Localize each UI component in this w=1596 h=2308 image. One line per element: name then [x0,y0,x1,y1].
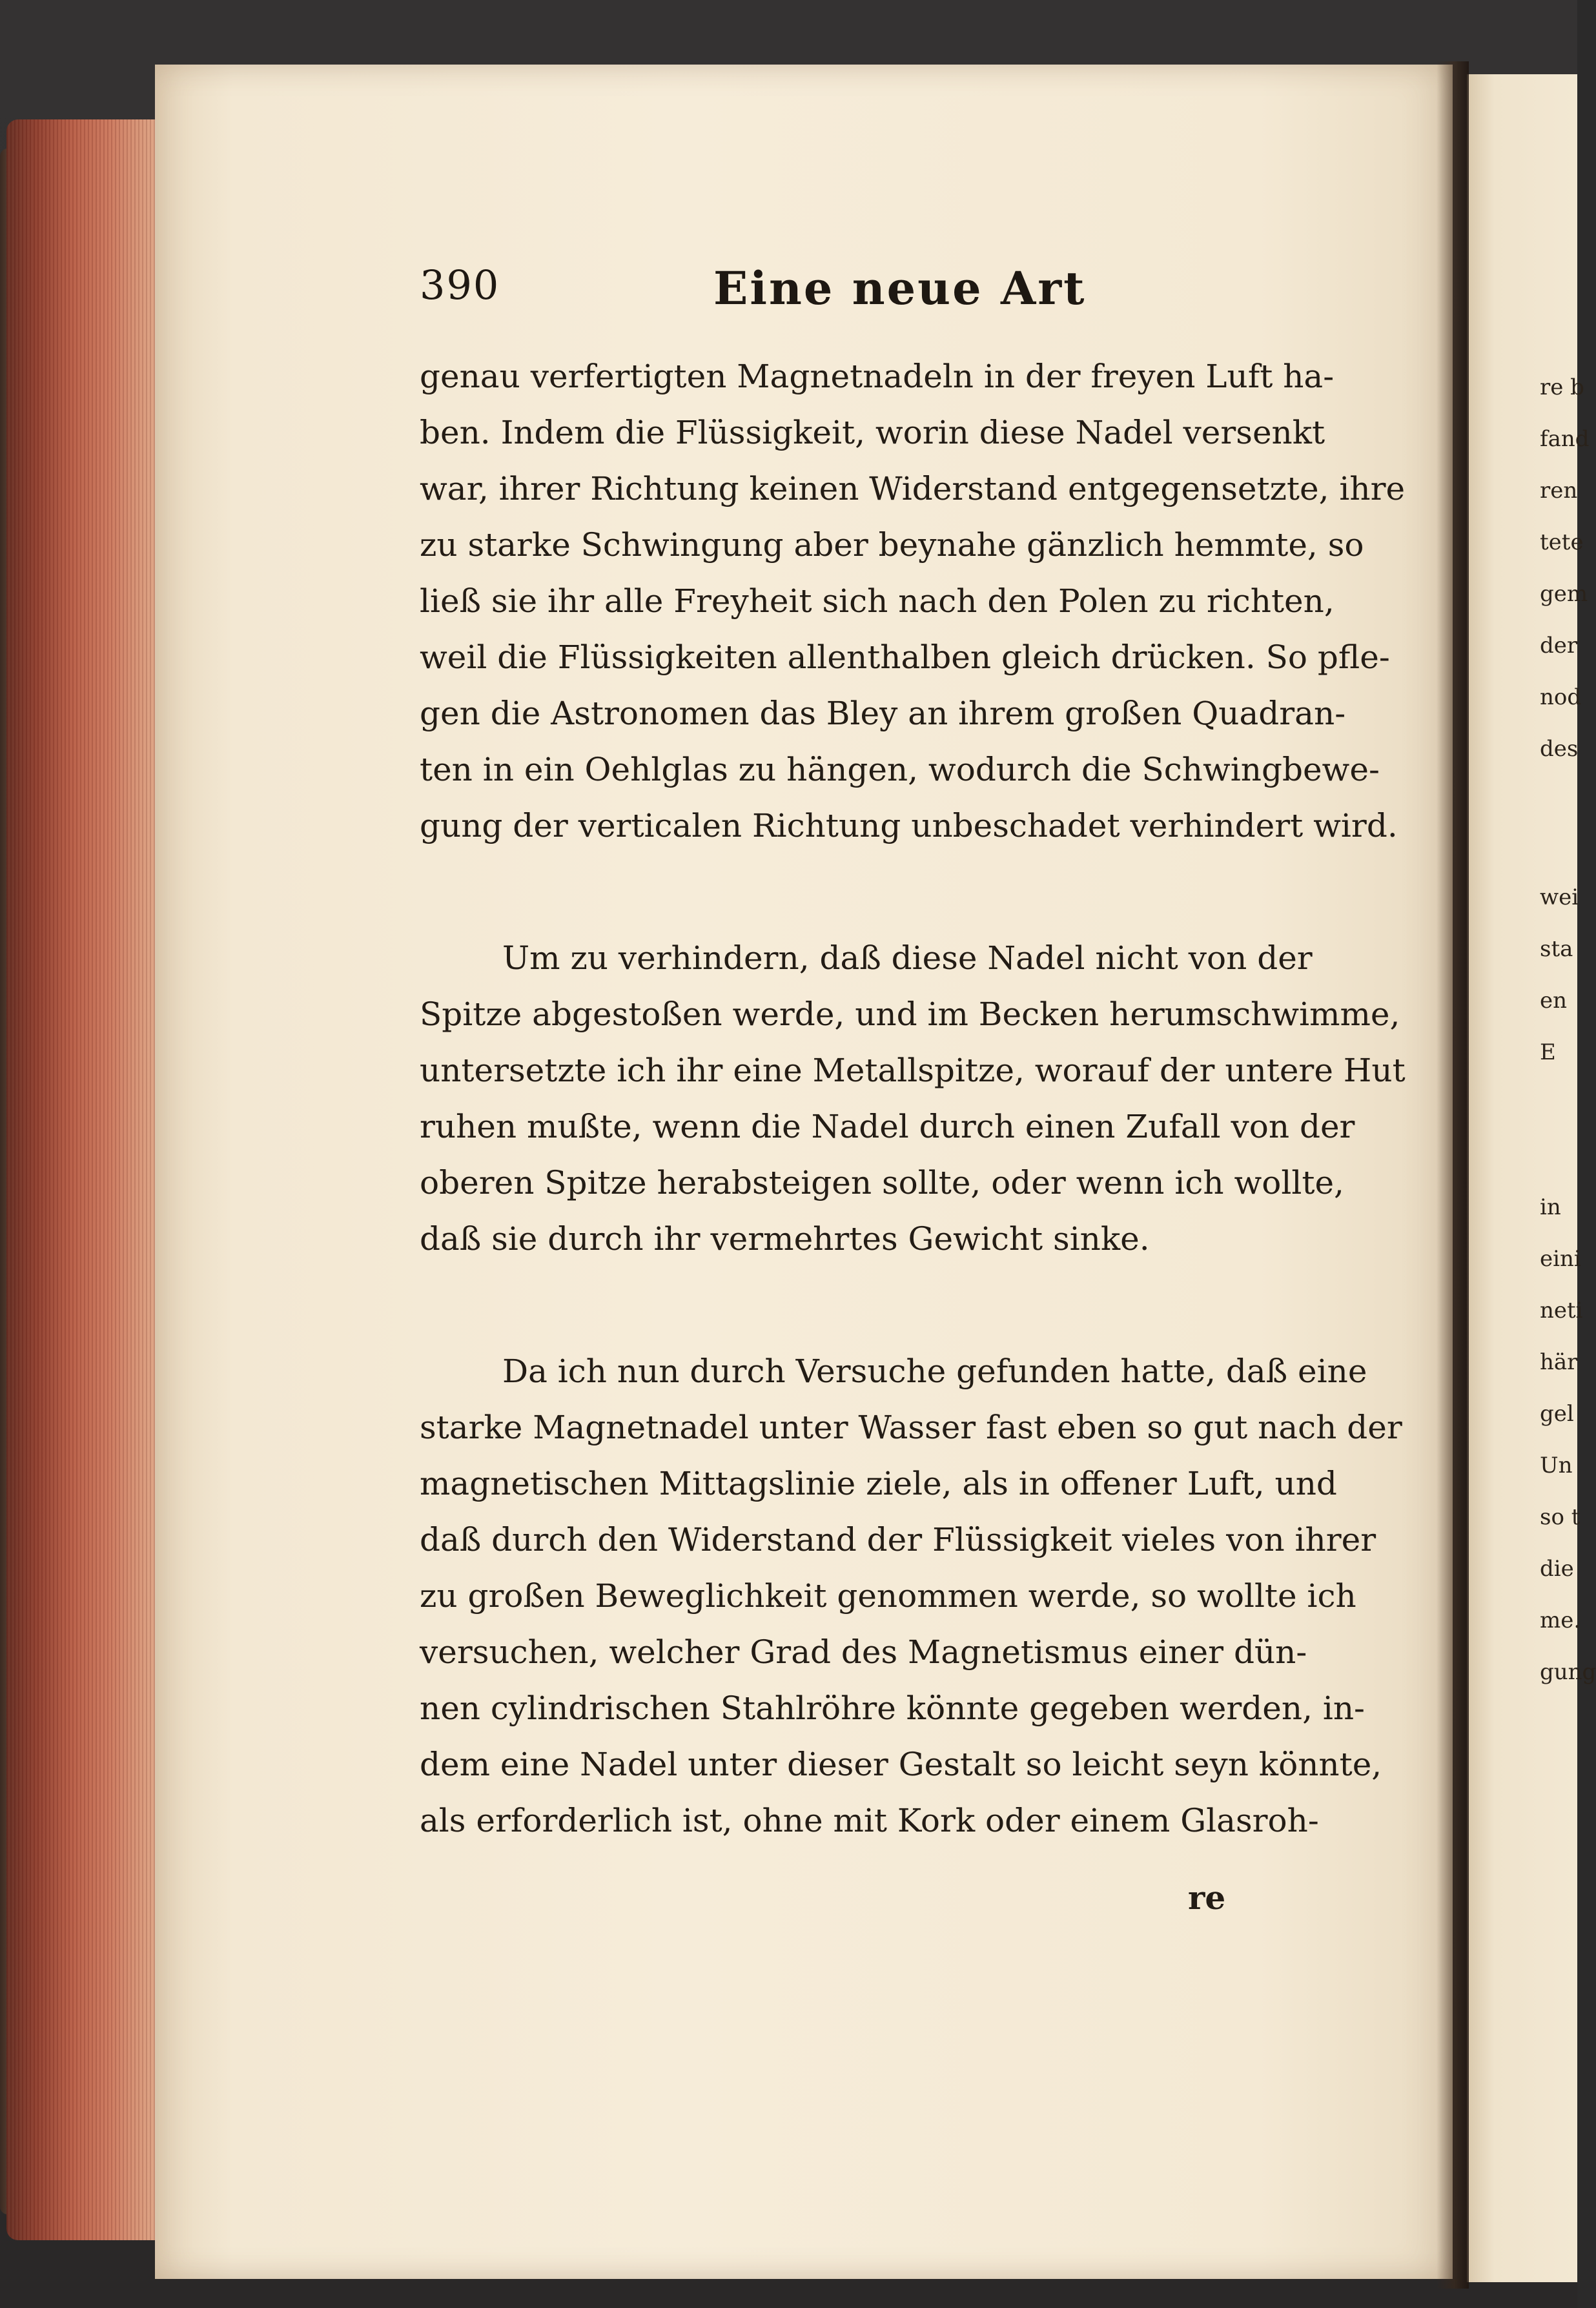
book-gutter [1437,61,1469,2289]
facing-page-text [1540,362,1596,1698]
text-line: dem eine Nadel unter dieser Gestalt so leicht seyn könnte, [420,1746,1382,1783]
facing-fragment: en [1540,988,1568,1014]
facing-fragment: in [1540,1194,1561,1220]
text-line: magnetischen Mittagslinie ziele, als in offener Luft, und [420,1465,1337,1502]
facing-fragment: der [1540,633,1578,659]
text-line: daß durch den Widerstand der Flüssigkeit vieles von ihrer [420,1521,1376,1558]
text-line: gung der verticalen Richtung unbeschadet verhindert wird. [420,807,1398,844]
text-line: ließ sie ihr alle Freyheit sich nach den Polen zu richten, [420,582,1335,620]
text-line: als erforderlich ist, ohne mit Kork oder einem Glasroh- [420,1802,1319,1839]
text-line: Um zu verhindern, daß diese Nadel nicht von der [502,939,1313,977]
page-number: 390 [420,261,500,309]
facing-fragment: eini [1540,1246,1581,1272]
text-line: ben. Indem die Flüssigkeit, worin diese Nadel versenkt [420,414,1325,451]
running-title: Eine neue Art [713,261,1087,315]
page-edges [6,119,155,2240]
facing-fragment: gem [1540,581,1588,607]
text-line: genau verfertigten Magnetnadeln in der freyen Luft ha- [420,358,1335,395]
text-line: daß sie durch ihr vermehrtes Gewicht sinke. [420,1220,1150,1258]
text-line: ruhen mußte, wenn die Nadel durch einen Zufall von der [420,1108,1355,1145]
text-line: versuchen, welcher Grad des Magnetismus einer dün- [420,1633,1307,1671]
facing-fragment: Un [1540,1453,1573,1478]
text-line: gen die Astronomen das Bley an ihrem großen Quadran- [420,695,1346,732]
facing-fragment: här [1540,1349,1578,1375]
facing-fragment: fand [1540,426,1590,452]
facing-fragment: nod [1540,684,1582,710]
paragraph-3 [420,1343,1402,1849]
facing-fragment: sta [1540,936,1573,962]
text-line: ten in ein Oehlglas zu hängen, wodurch die Schwingbewe- [420,751,1380,788]
body-text [420,349,1406,1925]
facing-fragment: tete [1540,529,1584,555]
facing-fragment: so t [1540,1504,1581,1530]
catchword: re [1188,1879,1226,1917]
paragraph-2 [420,930,1406,1267]
facing-fragment: die [1540,1556,1574,1582]
facing-fragment: des [1540,736,1579,762]
facing-fragment: gung [1540,1659,1596,1685]
text-line: Spitze abgestoßen werde, und im Becken herumschwimme, [420,996,1400,1033]
facing-fragment: gel [1540,1401,1574,1427]
page-header [420,261,1388,339]
facing-fragment: E [1540,1039,1556,1065]
text-line: oberen Spitze herabsteigen sollte, oder wenn ich wollte, [420,1164,1344,1201]
text-line: weil die Flüssigkeiten allenthalben gleich drücken. So pfle- [420,638,1390,676]
facing-fragment: me. [1540,1608,1581,1633]
text-line: zu großen Beweglichkeit genommen werde, so wollte ich [420,1577,1356,1615]
text-line: Da ich nun durch Versuche gefunden hatte, daß eine [502,1353,1367,1390]
facing-fragment: ren [1540,478,1578,504]
text-line: untersetzte ich ihr eine Metallspitze, worauf der untere Hut [420,1052,1406,1089]
paragraph-1 [420,349,1406,854]
facing-fragment: re b [1540,374,1584,400]
facing-fragment: wei [1540,884,1579,910]
text-line: nen cylindrischen Stahlröhre könnte gegeben werden, in- [420,1690,1365,1727]
text-line: zu starke Schwingung aber beynahe gänzlich hemmte, so [420,526,1364,564]
facing-fragment: neti [1540,1298,1583,1323]
text-line: starke Magnetnadel unter Wasser fast eben so gut nach der [420,1409,1402,1446]
text-line: war, ihrer Richtung keinen Widerstand entgegensetzte, ihre [420,470,1406,507]
